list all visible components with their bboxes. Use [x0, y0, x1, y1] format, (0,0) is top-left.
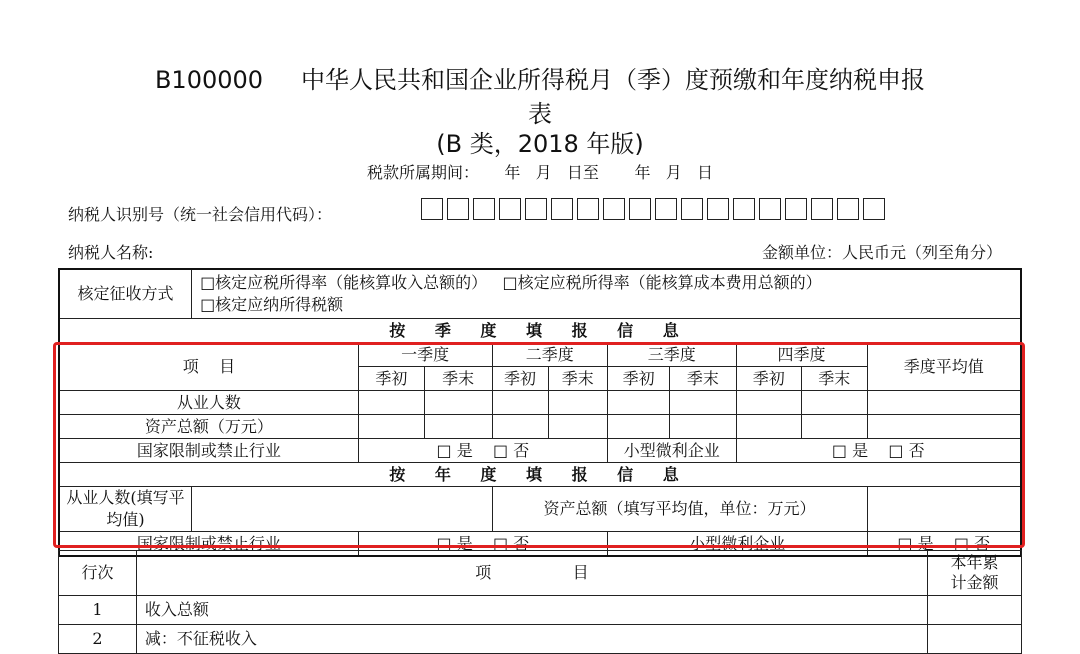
input-cell[interactable]: [607, 391, 669, 415]
quarterly-section-title: 按 季 度 填 报 信 息: [59, 319, 1021, 343]
small-enterprise-options[interactable]: □ 是 □ 否: [736, 439, 1021, 463]
input-cell[interactable]: [548, 391, 607, 415]
id-digit-box[interactable]: [551, 198, 573, 220]
id-digit-box[interactable]: [759, 198, 781, 220]
annual-employees-label: 从业人数(填写平均值): [59, 487, 192, 532]
input-cell[interactable]: [802, 415, 868, 439]
employees-row: [59, 391, 1021, 415]
annual-small-enterprise-label: 小型微利企业: [607, 532, 867, 557]
id-digit-box[interactable]: [733, 198, 755, 220]
taxpayer-id-label: 纳税人识别号（统一社会信用代码）：: [68, 205, 333, 224]
levy-option-fixed-amount[interactable]: □核定应纳所得税额: [200, 295, 344, 314]
tax-period: 税款所属期间： 年 月 日至 年 月 日: [366, 163, 714, 182]
q4-end: 季末: [802, 367, 868, 391]
input-cell[interactable]: [867, 391, 1021, 415]
id-digit-box[interactable]: [421, 198, 443, 220]
annual-restricted-industry-label: 国家限制或禁止行业: [59, 532, 358, 557]
restricted-industry-label: 国家限制或禁止行业: [59, 439, 358, 463]
id-digit-box[interactable]: [525, 198, 547, 220]
annual-employees-input[interactable]: [192, 487, 492, 532]
line-number-header: 行次: [59, 551, 137, 596]
line-amount-input[interactable]: [928, 596, 1022, 625]
levy-option-income-rate[interactable]: □核定应税所得率（能核算收入总额的）: [200, 273, 488, 292]
form-code: B100000: [154, 66, 264, 94]
small-enterprise-label: 小型微利企业: [607, 439, 736, 463]
form-title-text: 中华人民共和国企业所得税月（季）度预缴和年度纳税申报: [301, 66, 926, 94]
id-digit-box[interactable]: [447, 198, 469, 220]
id-digit-box[interactable]: [785, 198, 807, 220]
line-item-label: 收入总额: [136, 596, 927, 625]
form-edition: (B 类，2018 年版): [436, 130, 644, 158]
assets-label: 资产总额（万元）: [59, 415, 358, 439]
line-amount-input[interactable]: [928, 625, 1022, 654]
id-digit-box[interactable]: [577, 198, 599, 220]
input-cell[interactable]: [424, 391, 492, 415]
id-digit-box[interactable]: [603, 198, 625, 220]
q2-end: 季末: [548, 367, 607, 391]
employees-label: 从业人数: [59, 391, 358, 415]
annual-small-enterprise-options[interactable]: □ 是 □ 否: [867, 532, 1021, 557]
line-number: 1: [59, 596, 137, 625]
input-cell[interactable]: [736, 415, 802, 439]
taxpayer-name-label: 纳税人名称:: [68, 243, 154, 262]
line-items-table: [58, 550, 1022, 654]
form-title: [0, 60, 1080, 95]
assets-row: [59, 415, 1021, 439]
input-cell[interactable]: [802, 391, 868, 415]
input-cell[interactable]: [548, 415, 607, 439]
q1-start: 季初: [358, 367, 424, 391]
input-cell[interactable]: [358, 415, 424, 439]
line-row: [59, 625, 1022, 654]
q2-header: 二季度: [492, 343, 607, 367]
q2-start: 季初: [492, 367, 548, 391]
ytd-amount-header: 本年累 计金额: [928, 551, 1022, 596]
form-title-continued: 表: [528, 100, 552, 128]
line-number: 2: [59, 625, 137, 654]
id-digit-box[interactable]: [681, 198, 703, 220]
input-cell[interactable]: [424, 415, 492, 439]
id-digit-box[interactable]: [655, 198, 677, 220]
restricted-industry-options[interactable]: □ 是 □ 否: [358, 439, 607, 463]
q3-start: 季初: [607, 367, 669, 391]
line-item-label: 减：不征税收入: [136, 625, 927, 654]
input-cell[interactable]: [358, 391, 424, 415]
annual-section-title: 按 年 度 填 报 信 息: [59, 463, 1021, 487]
id-digit-box[interactable]: [811, 198, 833, 220]
line-item-header: 项 目: [136, 551, 927, 596]
id-digit-box[interactable]: [499, 198, 521, 220]
input-cell[interactable]: [492, 391, 548, 415]
id-digit-box[interactable]: [707, 198, 729, 220]
input-cell[interactable]: [670, 415, 736, 439]
declaration-table: [58, 268, 1022, 557]
input-cell[interactable]: [607, 415, 669, 439]
id-digit-box[interactable]: [837, 198, 859, 220]
line-row: [59, 596, 1022, 625]
levy-method-label: 核定征收方式: [59, 269, 192, 319]
taxpayer-id-boxes[interactable]: [421, 198, 889, 220]
levy-option-cost-rate[interactable]: □核定应税所得率（能核算成本费用总额的）: [502, 273, 822, 292]
input-cell[interactable]: [492, 415, 548, 439]
levy-method-options: [192, 269, 1021, 319]
q3-header: 三季度: [607, 343, 736, 367]
q4-header: 四季度: [736, 343, 867, 367]
currency-unit: 金额单位：人民币元（列至角分）: [761, 243, 1002, 262]
annual-assets-label: 资产总额（填写平均值，单位：万元）: [492, 487, 867, 532]
q1-end: 季末: [424, 367, 492, 391]
quarter-average-header: 季度平均值: [867, 343, 1021, 391]
item-header: 项 目: [59, 343, 358, 391]
q4-start: 季初: [736, 367, 802, 391]
annual-assets-input[interactable]: [867, 487, 1021, 532]
id-digit-box[interactable]: [473, 198, 495, 220]
annual-restricted-industry-options[interactable]: □ 是 □ 否: [358, 532, 607, 557]
q3-end: 季末: [670, 367, 736, 391]
q1-header: 一季度: [358, 343, 492, 367]
input-cell[interactable]: [670, 391, 736, 415]
input-cell[interactable]: [867, 415, 1021, 439]
id-digit-box[interactable]: [863, 198, 885, 220]
input-cell[interactable]: [736, 391, 802, 415]
id-digit-box[interactable]: [629, 198, 651, 220]
